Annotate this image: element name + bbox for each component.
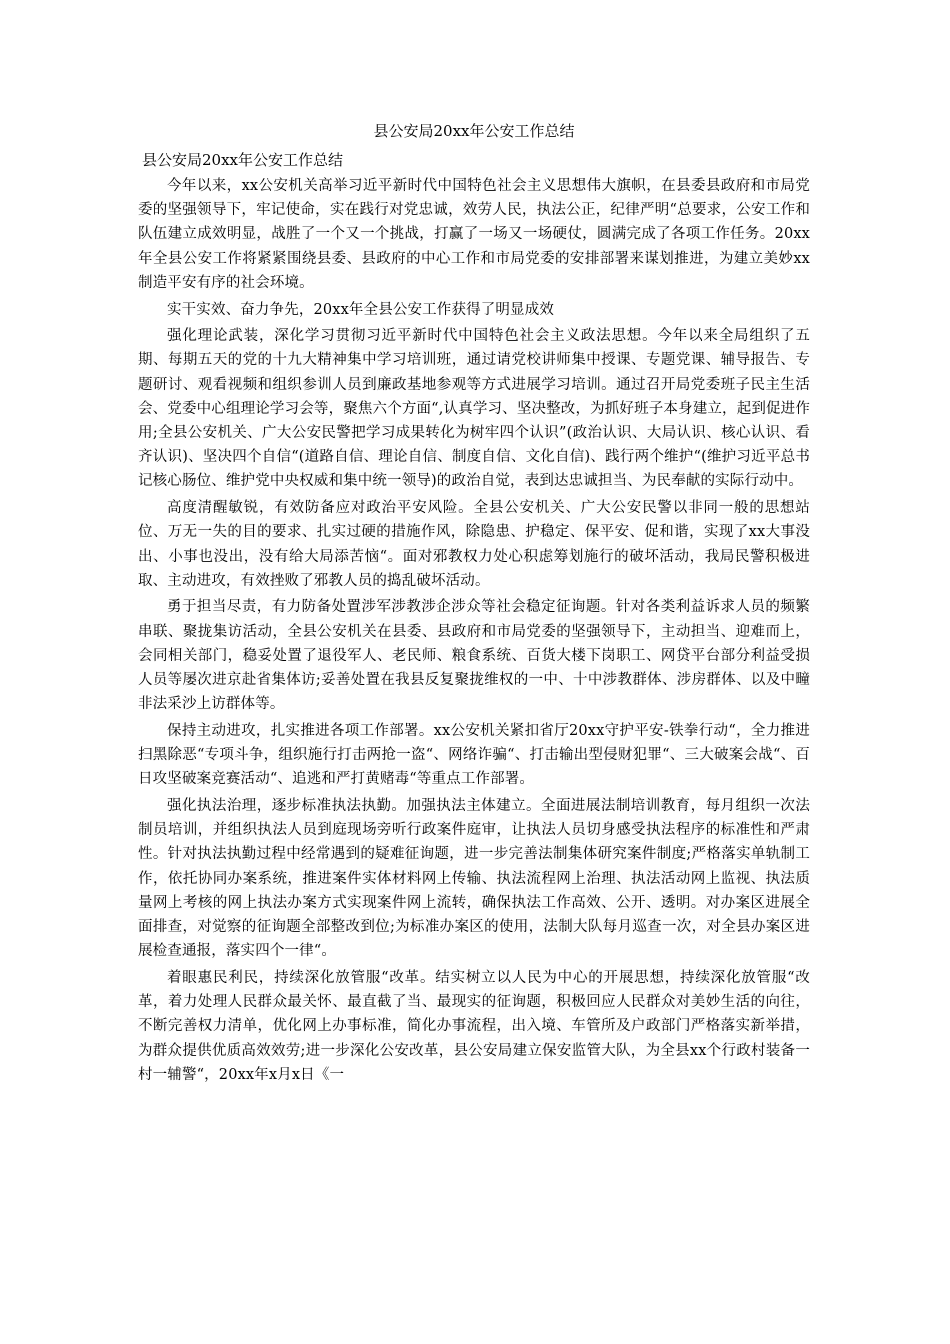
paragraph-political-security: 高度清醒敏锐，有效防备应对政治平安风险。全县公安机关、广大公安民警以非同一般的思想站位、万无一失的目的要求、扎实过硬的措施作风，除隐患、护稳定、保平安、促和谐，实现了xx大事没出、小事也没出，没有给大局添苦恼“。面对邪教权力处心积虑筹划施行的破坏活动，我局民警积极进取、主动进攻，有效挫败了邪教人员的捣乱破坏活动。 [138,500,810,589]
paragraph-intro: 今年以来，xx公安机关高举习近平新时代中国特色社会主义思想伟大旗帜，在县委县政府和市局党委的坚强领导下，牢记使命，实在践行对党忠诚，效劳人民，执法公正，纪律严明“总要求，公安工作和队伍建立成效明显，战胜了一个又一个挑战，打赢了一场又一场硬仗，圆满完成了各项工作任务。20xx年全县公安工作将紧紧围绕县委、县政府的中心工作和市局党委的安排部署来谋划推进，为建立美妙xx制造平安有序的社会环境。 [138,178,810,291]
document-title: 县公安局20xx年公安工作总结 [373,122,575,140]
paragraph-heading-results: 实干实效、奋力争先，20xx年全县公安工作获得了明显成效 [167,301,555,318]
paragraph-social-stability: 勇于担当尽责，有力防备处置涉军涉教涉企涉众等社会稳定征询题。针对各类利益诉求人员的频繁串联、聚拢集访活动，全县公安机关在县委、县政府和市局党委的坚强领导下，主动担当、迎难而上，会同相关部门，稳妥处置了退役军人、老民师、粮食系统、百货大楼下岗职工、网贷平台部分利益受损人员等屡次进京赴省集体访;妥善处置在我县反复聚拢维权的一中、十中涉教群体、涉房群体、以及中疃非法采沙上访群体等。 [138,599,810,713]
paragraph-reform: 着眼惠民利民，持续深化放管服“改革。结实树立以人民为中心的开展思想，持续深化放管服“改革，着力处理人民群众最关怀、最直截了当、最现实的征询题，积极回应人民群众对美妙生活的向往，不断完善权力清单，优化网上办事标准，简化办事流程，出入境、车管所及户政部门严格落实新举措，为群众提供优质高效效劳;进一步深化公安改革，县公安局建立保安监管大队，为全县xx个行政村装备一村一辅警“，20xx年x月x日《一 [138,970,810,1083]
paragraph-theory: 强化理论武装，深化学习贯彻习近平新时代中国特色社会主义政法思想。今年以来全局组织了五期、每期五天的党的十九大精神集中学习培训班，通过请党校讲师集中授课、专题党课、辅导报告、专题研讨、观看视频和组织参训人员到廉政基地参观等方式进展学习培训。通过召开局党委班子民主生活会、党委中心组理论学习会等，聚焦六个方面“,认真学习、坚决整改，为抓好班子本身建立，起到促进作用;全县公安机关、广大公安民警把学习成果转化为树牢四个认识”(政治认识、大局认识、核心认识、看齐认识)、坚决四个自信“(道路自信、理论自信、制度自信、文化自信)、践行两个维护“(维护习近平总书记核心肠位、维护党中央权威和集中统一领导)的政治自觉，表到达忠诚担当、为民奉献的实际行动中。 [138,328,810,490]
paragraph-law-enforcement: 强化执法治理，逐步标准执法执勤。加强执法主体建立。全面进展法制培训教育，每月组织一次法制员培训，并组织执法人员到庭现场旁听行政案件庭审，让执法人员切身感受执法程序的标准性和严肃性。针对执法执勤过程中经常遇到的疑难征询题，进一步完善法制集体研究案件制度;严格落实单轨制工作，依托协同办案系统，推进案件实体材料网上传输、执法流程网上治理、执法活动网上监视、执法质量网上考核的网上执法办案方式实现案件网上流转，确保执法工作高效、公开、透明。对办案区进展全面排查，对觉察的征询题全部整改到位;为标准办案区的使用，法制大队每月巡查一次，对全县办案区进展检查通报，落实四个一律“。 [138,798,810,960]
document-page [138,119,810,1090]
document-subtitle: 县公安局20xx年公安工作总结 [142,151,344,169]
paragraph-work-deployment: 保持主动进攻，扎实推进各项工作部署。xx公安机关紧扣省厅20xx守护平安-铁拳行动“，全力推进扫黑除恶“专项斗争，组织施行打击两抢一盗“、网络诈骗“、打击输出型侵财犯罪“、三大破案会战“、百日攻坚破案竞赛活动“、追逃和严打黄赌毒“等重点工作部署。 [138,722,810,788]
